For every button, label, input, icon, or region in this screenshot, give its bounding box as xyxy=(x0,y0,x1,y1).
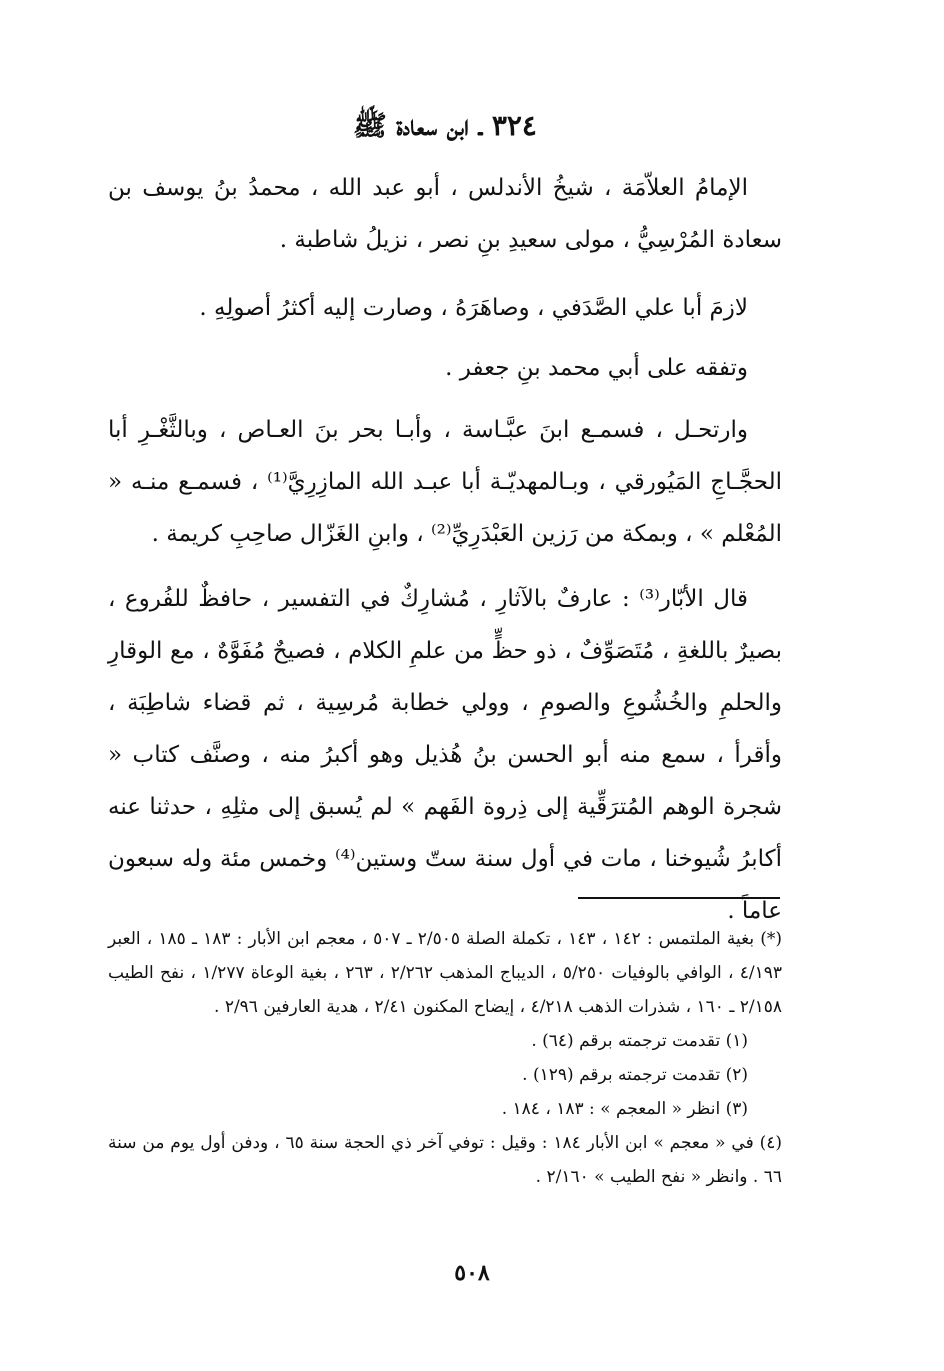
footnote-4: (٤) في « معجم » ابن الأبار ١٨٤ : وقيل : توفي آخر ذي الحجة سنة ٦٥ ، ودفن أول يوم من سنة ٦٦ . وانظر « نفح الطيب » ٢/١٦٠ . xyxy=(108,1133,783,1187)
paragraph-text: الإمامُ العلاّمَة ، شيخُ الأندلس ، أبو عبد الله ، محمدُ بنُ يوسف بن سعادة المُرْسِيُّ ، مولى سعيدِ بنِ نصر ، نزيلُ شاطبة . xyxy=(108,175,782,253)
paragraph-text: قال الأبّار⁽³⁾ : عارفٌ بالآثارِ ، مُشارِكٌ في التفسير ، حافظٌ للفُروع ، بصيرٌ باللغةِ ، مُتَصَوِّفٌ ، ذو حظٍّ من علمِ الكلام ، فصيحٌ مُفَوَّهٌ ، مع الوقارِ والحلمِ والخُشُوعِ والصومِ ، وولي خطابة مُرسِية ، ثم قضاء شاطِبَة ، وأقرأ ، سمع منه أبو الحسن بنُ هُذيل وهو أكبرُ منه ، وصنَّف كتاب « شجرة الوهم المُترَقِّية إلى ذِروة الفَهم » لم يُسبق إلى مثلِهِ ، حدثنا عنه أكابرُ شُيوخنا ، مات في أول سنة ستّ وستين⁽⁴⁾ وخمس مئة وله سبعون عاماً . xyxy=(108,586,782,924)
paragraph-abbar-quote xyxy=(108,573,782,937)
paragraph-study xyxy=(108,342,782,394)
paragraph-travels xyxy=(108,404,782,560)
page-number: ٥٠٨ xyxy=(454,1260,490,1286)
paragraph-intro xyxy=(108,162,782,266)
footnote-1: (١) تقدمت ترجمته برقم (٦٤) . xyxy=(531,1031,748,1051)
footnote-sources: (*) بغية الملتمس : ١٤٢ ، ١٤٣ ، تكملة الصلة ٢/٥٠٥ ـ ٥٠٧ ، معجم ابن الأبار : ١٨٣ ـ ١٨٥ ، العبر ٤/١٩٣ ، الوافي بالوفيات ٥/٢٥٠ ، الديباج المذهب ٢/٢٦٢ ، ٢٦٣ ، بغية الوعاة ١/٢٧٧ ، نفح الطيب ٢/١٥٨ ـ ١٦٠ ، شذرات الذهب ٤/٢١٨ ، إيضاح المكنون ٢/٤١ ، هدية العارفين ٢/٩٦ . xyxy=(108,929,782,1017)
paragraph-text: وارتحـل ، فسمـع ابنَ عبَّـاسة ، وأبـا بحر بنَ العـاص ، وبالثَّغْـرِ أبا الحجَّـاجِ المَيُورقي ، وبـالمهديّـة أبا عبـد الله المازِرِيَّ⁽¹⁾ ، فسمـع منـه « المُعْلم » ، وبمكة من رَزين العَبْدَرِيِّ⁽²⁾ ، وابنِ الغَزّال صاحِبِ كريمة . xyxy=(108,417,782,547)
paragraph-text: وتفقه على أبي محمد بنِ جعفر . xyxy=(445,355,748,381)
footnote-3: (٣) انظر « المعجم » : ١٨٣ ، ١٨٤ . xyxy=(501,1099,748,1119)
entry-title: ٣٢٤ ـ ابن سعادة ﷺ xyxy=(353,109,537,142)
footnotes xyxy=(108,922,782,1194)
footnote-divider xyxy=(578,897,780,899)
paragraph-companionship xyxy=(108,282,782,334)
paragraph-text: لازمَ أبا علي الصَّدَفي ، وصاهَرَهُ ، وصارت إليه أكثرُ أصولِهِ . xyxy=(199,295,748,321)
footnote-2: (٢) تقدمت ترجمته برقم (١٢٩) . xyxy=(522,1065,748,1085)
